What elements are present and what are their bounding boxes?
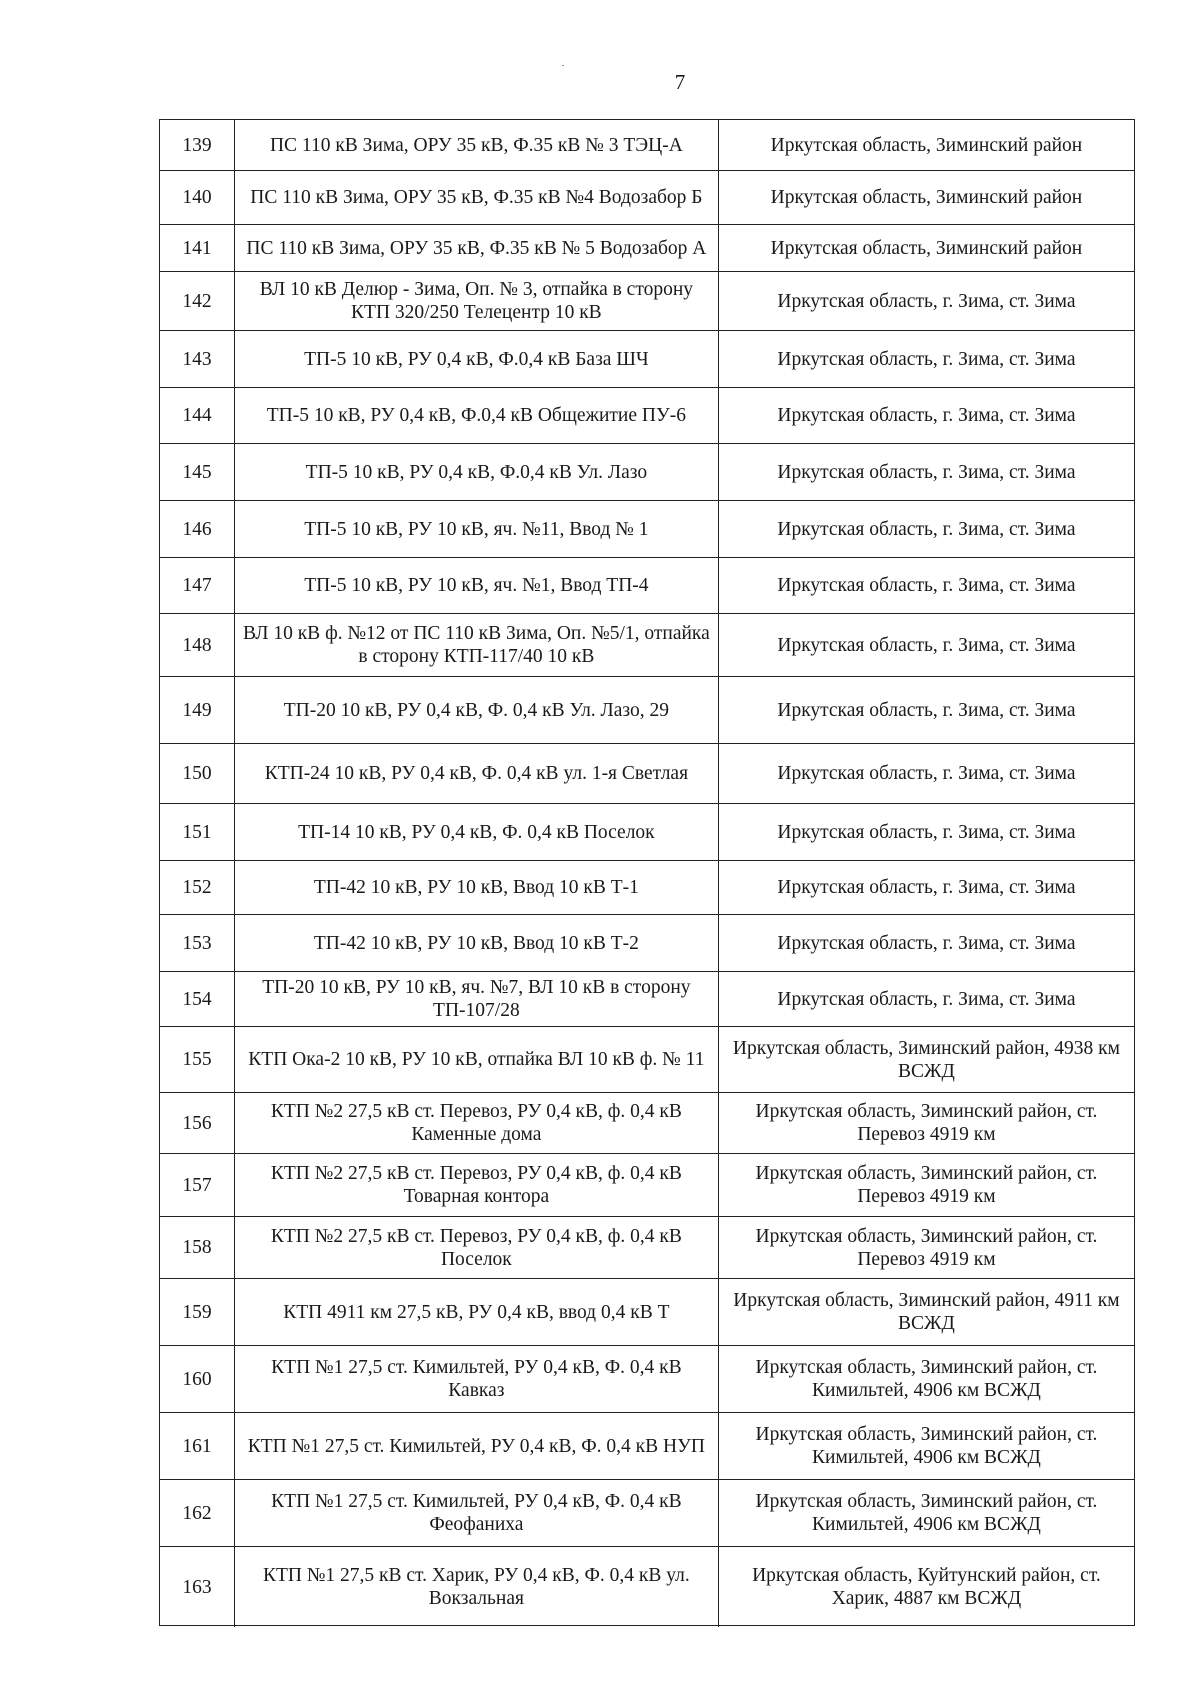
object-location: Иркутская область, Зиминский район, ст. Кимильтей, 4906 км ВСЖД — [755, 1491, 1098, 1535]
object-name: КТП №1 27,5 кВ ст. Харик, РУ 0,4 кВ, Ф. 0,4 кВ ул. Вокзальная — [235, 1547, 719, 1627]
row-number: 161 — [160, 1413, 235, 1479]
table-row — [160, 1279, 1134, 1346]
row-number: 141 — [160, 225, 235, 271]
row-number: 157 — [160, 1154, 235, 1216]
object-location: Иркутская область, Зиминский район, ст. Перевоз 4919 км — [755, 1101, 1098, 1145]
table-row — [160, 444, 1134, 501]
object-location: Иркутская область, Зиминский район — [770, 187, 1083, 208]
table-row — [160, 677, 1134, 744]
object-name: КТП Ока-2 10 кВ, РУ 10 кВ, отпайка ВЛ 10 кВ ф. № 11 — [235, 1027, 719, 1092]
row-number: 143 — [160, 331, 235, 387]
object-name: ПС 110 кВ Зима, ОРУ 35 кВ, Ф.35 кВ №4 Водозабор Б — [235, 171, 719, 224]
row-number: 145 — [160, 444, 235, 500]
row-number: 152 — [160, 861, 235, 914]
object-location: Иркутская область, Куйтунский район, ст. Харик, 4887 км ВСЖД — [752, 1565, 1101, 1609]
row-number: 158 — [160, 1217, 235, 1278]
row-number: 151 — [160, 804, 235, 860]
row-number: 142 — [160, 272, 235, 330]
table-row — [160, 331, 1134, 388]
object-name: КТП №2 27,5 кВ ст. Перевоз, РУ 0,4 кВ, ф. 0,4 кВ Поселок — [235, 1217, 719, 1278]
object-name: ПС 110 кВ Зима, ОРУ 35 кВ, Ф.35 кВ № 5 Водозабор А — [235, 225, 719, 271]
row-number: 146 — [160, 501, 235, 557]
object-name: ТП-14 10 кВ, РУ 0,4 кВ, Ф. 0,4 кВ Поселок — [235, 804, 719, 860]
table-row — [160, 388, 1134, 444]
row-number: 144 — [160, 388, 235, 443]
object-name: ТП-5 10 кВ, РУ 0,4 кВ, Ф.0,4 кВ Общежитие ПУ-6 — [235, 388, 719, 443]
object-location: Иркутская область, Зиминский район — [770, 237, 1083, 259]
object-name: ТП-42 10 кВ, РУ 10 кВ, Ввод 10 кВ Т-2 — [235, 915, 719, 971]
table-row — [160, 501, 1134, 558]
object-name: ТП-5 10 кВ, РУ 0,4 кВ, Ф.0,4 кВ База ШЧ — [235, 331, 719, 387]
row-number: 148 — [160, 614, 235, 676]
object-location: Иркутская область, Зиминский район, 4938 км ВСЖД — [732, 1037, 1120, 1082]
object-name: ТП-5 10 кВ, РУ 10 кВ, яч. №11, Ввод № 1 — [235, 501, 719, 557]
table-row — [160, 861, 1134, 915]
object-name: ТП-20 10 кВ, РУ 0,4 кВ, Ф. 0,4 кВ Ул. Лазо, 29 — [235, 677, 719, 743]
object-name: ТП-20 10 кВ, РУ 10 кВ, яч. №7, ВЛ 10 кВ в сторону ТП-107/28 — [235, 972, 719, 1026]
object-location: Иркутская область, г. Зима, ст. Зима — [777, 290, 1076, 312]
object-location: Иркутская область, г. Зима, ст. Зима — [777, 461, 1076, 483]
table-row — [160, 1027, 1134, 1093]
table-row — [160, 272, 1134, 331]
row-number: 139 — [160, 120, 235, 170]
table-row — [160, 1154, 1134, 1217]
page-number: 7 — [674, 70, 686, 94]
object-name: КТП 4911 км 27,5 кВ, РУ 0,4 кВ, ввод 0,4 кВ Т — [235, 1279, 719, 1345]
object-name: ПС 110 кВ Зима, ОРУ 35 кВ, Ф.35 кВ № 3 ТЭЦ-А — [235, 120, 719, 170]
row-number: 156 — [160, 1093, 235, 1153]
object-location: Иркутская область, г. Зима, ст. Зима — [777, 763, 1076, 784]
row-number: 147 — [160, 558, 235, 613]
table-row — [160, 744, 1134, 804]
object-location: Иркутская область, г. Зима, ст. Зима — [777, 821, 1076, 843]
object-location: Иркутская область, г. Зима, ст. Зима — [777, 699, 1076, 721]
object-name: ТП-42 10 кВ, РУ 10 кВ, Ввод 10 кВ Т-1 — [235, 861, 719, 914]
object-location: Иркутская область, Зиминский район, ст. Кимильтей, 4906 км ВСЖД — [755, 1424, 1098, 1468]
object-name: КТП №1 27,5 ст. Кимильтей, РУ 0,4 кВ, Ф. 0,4 кВ Кавказ — [235, 1346, 719, 1412]
object-name: ТП-5 10 кВ, РУ 10 кВ, яч. №1, Ввод ТП-4 — [235, 558, 719, 613]
object-location: Иркутская область, г. Зима, ст. Зима — [777, 405, 1076, 426]
table-row — [160, 120, 1134, 171]
table-row — [160, 1547, 1134, 1627]
table-row — [160, 558, 1134, 614]
row-number: 140 — [160, 171, 235, 224]
object-name: КТП №1 27,5 ст. Кимильтей, РУ 0,4 кВ, Ф. 0,4 кВ Феофаниха — [235, 1480, 719, 1546]
row-number: 155 — [160, 1027, 235, 1092]
table-row — [160, 225, 1134, 272]
row-number: 149 — [160, 677, 235, 743]
row-number: 154 — [160, 972, 235, 1026]
object-location: Иркутская область, г. Зима, ст. Зима — [777, 575, 1076, 596]
scan-speck — [562, 65, 564, 66]
object-name: ВЛ 10 кВ Делюр - Зима, Оп. № 3, отпайка в сторону КТП 320/250 Телецентр 10 кВ — [235, 272, 719, 330]
object-name: КТП №2 27,5 кВ ст. Перевоз, РУ 0,4 кВ, ф. 0,4 кВ Товарная контора — [235, 1154, 719, 1216]
row-number: 153 — [160, 915, 235, 971]
object-location: Иркутская область, г. Зима, ст. Зима — [777, 634, 1076, 656]
table-row — [160, 1093, 1134, 1154]
table-row — [160, 972, 1134, 1027]
row-number: 162 — [160, 1480, 235, 1546]
table-row — [160, 171, 1134, 225]
objects-table — [159, 119, 1135, 1626]
object-location: Иркутская область, Зиминский район — [770, 134, 1083, 156]
row-number: 150 — [160, 744, 235, 803]
object-name: КТП №1 27,5 ст. Кимильтей, РУ 0,4 кВ, Ф. 0,4 кВ НУП — [235, 1413, 719, 1479]
object-location: Иркутская область, Зиминский район, ст. Перевоз 4919 км — [755, 1163, 1098, 1207]
table-row — [160, 614, 1134, 677]
table-row — [160, 804, 1134, 861]
object-name: КТП №2 27,5 кВ ст. Перевоз, РУ 0,4 кВ, ф. 0,4 кВ Каменные дома — [235, 1093, 719, 1153]
row-number: 160 — [160, 1346, 235, 1412]
table-row — [160, 1480, 1134, 1547]
object-name: ТП-5 10 кВ, РУ 0,4 кВ, Ф.0,4 кВ Ул. Лазо — [235, 444, 719, 500]
row-number: 163 — [160, 1547, 235, 1627]
object-name: ВЛ 10 кВ ф. №12 от ПС 110 кВ Зима, Оп. №5/1, отпайка в сторону КТП-117/40 10 кВ — [235, 614, 719, 676]
table-row — [160, 1413, 1134, 1480]
object-location: Иркутская область, Зиминский район, ст. Кимильтей, 4906 км ВСЖД — [755, 1357, 1098, 1401]
table-row — [160, 1346, 1134, 1413]
object-name: КТП-24 10 кВ, РУ 0,4 кВ, Ф. 0,4 кВ ул. 1-я Светлая — [235, 744, 719, 803]
object-location: Иркутская область, г. Зима, ст. Зима — [777, 877, 1076, 898]
row-number: 159 — [160, 1279, 235, 1345]
object-location: Иркутская область, г. Зима, ст. Зима — [777, 932, 1076, 954]
object-location: Иркутская область, Зиминский район, ст. Перевоз 4919 км — [755, 1225, 1098, 1270]
table-row — [160, 1217, 1134, 1279]
object-location: Иркутская область, г. Зима, ст. Зима — [777, 988, 1076, 1010]
table-row — [160, 915, 1134, 972]
object-location: Иркутская область, г. Зима, ст. Зима — [777, 348, 1076, 370]
object-location: Иркутская область, Зиминский район, 4911 км ВСЖД — [733, 1290, 1120, 1334]
object-location: Иркутская область, г. Зима, ст. Зима — [777, 518, 1076, 540]
